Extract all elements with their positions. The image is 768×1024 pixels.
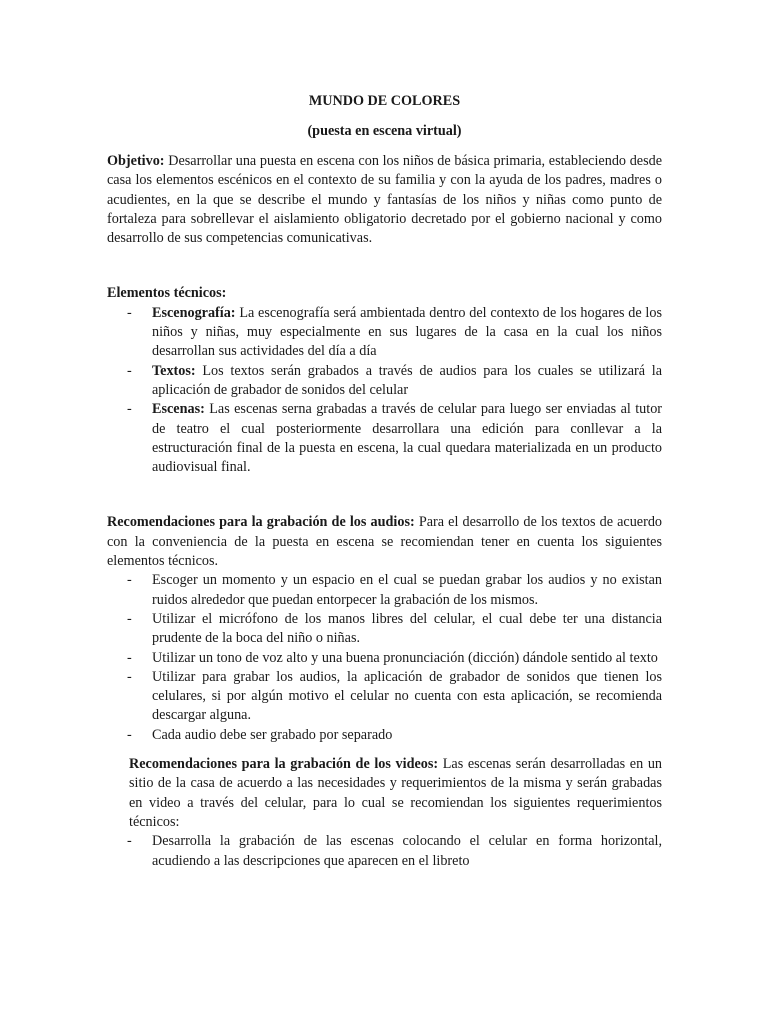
video-recommendations-text: Las escenas serán desarrolladas en un sitio de la casa de acuerdo a las necesidades y requerimientos de la misma y serán grabadas en video a través del celular, para lo cual se recomiendan los siguientes requerimientos técnicos: — [129, 756, 663, 830]
objective-text: Desarrollar una puesta en escena con los niños de básica primaria, estableciendo desde casa los elementos escénicos en el contexto de su familia y con la ayuda de los padres, madres o acudientes, en la que se describe el mundo y fantasías de los niños y niñas como punto de fortaleza para sobrellevar el aislamiento obligatorio decretado por el gobierno nacional y como desarrollo de sus competencias comunicativas. — [107, 153, 662, 247]
technical-elements-heading: Elementos técnicos: — [107, 285, 227, 302]
list-item — [107, 610, 662, 649]
dash-bullet: - — [127, 362, 132, 379]
dash-bullet: - — [127, 668, 132, 685]
item-label: Textos: — [152, 362, 196, 379]
dash-bullet: - — [127, 833, 132, 850]
list-item — [107, 668, 662, 726]
list-item — [107, 726, 662, 745]
audio-recommendations-list — [107, 571, 662, 745]
video-recommendations-list — [107, 832, 662, 871]
dash-bullet: - — [127, 610, 132, 627]
objective-paragraph — [107, 152, 662, 248]
item-text: Escoger un momento y un espacio en el cual se puedan grabar los audios y no existan ruidos alrededor que puedan entorpecer la grabación de los mismos. — [152, 572, 662, 608]
item-text: Las escenas serna grabadas a través de celular para luego ser enviadas al tutor de teatro el cual posteriormente desarrollara una edición para conllevar a la estructuración final de la puesta en escena, la cual quedara materializada en un producto audiovisual final. — [152, 401, 663, 476]
audio-recommendations-heading: Recomendaciones para la grabación de los audios: — [107, 514, 415, 531]
item-label: Escenas: — [152, 401, 205, 418]
item-text: Utilizar para grabar los audios, la aplicación de grabador de sonidos que tienen los celulares, si por algún motivo el celular no cuenta con esta aplicación, se recomienda descargar alguna. — [152, 668, 662, 724]
audio-recommendations-text: Para el desarrollo de los textos de acuerdo con la conveniencia de la puesta en escena se recomiendan tener en cuenta los siguientes elementos técnicos. — [107, 514, 663, 570]
list-item — [107, 649, 662, 668]
item-text: Cada audio debe ser grabado por separado — [152, 726, 393, 743]
item-text: Utilizar un tono de voz alto y una buena pronunciación (dicción) dándole sentido al texto — [152, 649, 658, 666]
document-subtitle: (puesta en escena virtual) — [307, 123, 462, 139]
list-item — [107, 571, 662, 610]
item-text: La escenografía será ambientada dentro del contexto de los hogares de los niños y niñas, muy especialmente en sus lugares de la casa en la cual los niños desarrollan sus actividades del día a día — [152, 304, 662, 360]
document-title: MUNDO DE COLORES — [308, 93, 461, 109]
dash-bullet: - — [127, 649, 132, 666]
dash-bullet: - — [127, 401, 132, 418]
dash-bullet: - — [127, 304, 132, 321]
item-text: Desarrolla la grabación de las escenas colocando el celular en forma horizontal, acudiendo a las descripciones que aparecen en el libreto — [152, 833, 662, 869]
item-text: Los textos serán grabados a través de audios para los cuales se utilizará la aplicación de grabador de sonidos del celular — [152, 362, 662, 398]
list-item — [107, 832, 662, 871]
dash-bullet: - — [127, 726, 132, 743]
dash-bullet: - — [127, 572, 132, 589]
list-item — [107, 304, 662, 362]
list-item — [107, 362, 662, 401]
objective-label: Objetivo: — [107, 153, 165, 169]
audio-recommendations-paragraph — [107, 513, 662, 571]
video-recommendations-heading: Recomendaciones para la grabación de los videos: — [129, 756, 439, 773]
video-recommendations-paragraph — [129, 755, 662, 832]
item-text: Utilizar el micrófono de los manos libres del celular, el cual debe ter una distancia prudente de la boca del niño o niñas. — [152, 610, 662, 647]
list-item — [107, 400, 662, 477]
document-page — [107, 92, 662, 871]
item-label: Escenografía: — [152, 304, 236, 321]
technical-elements-list — [107, 304, 662, 478]
